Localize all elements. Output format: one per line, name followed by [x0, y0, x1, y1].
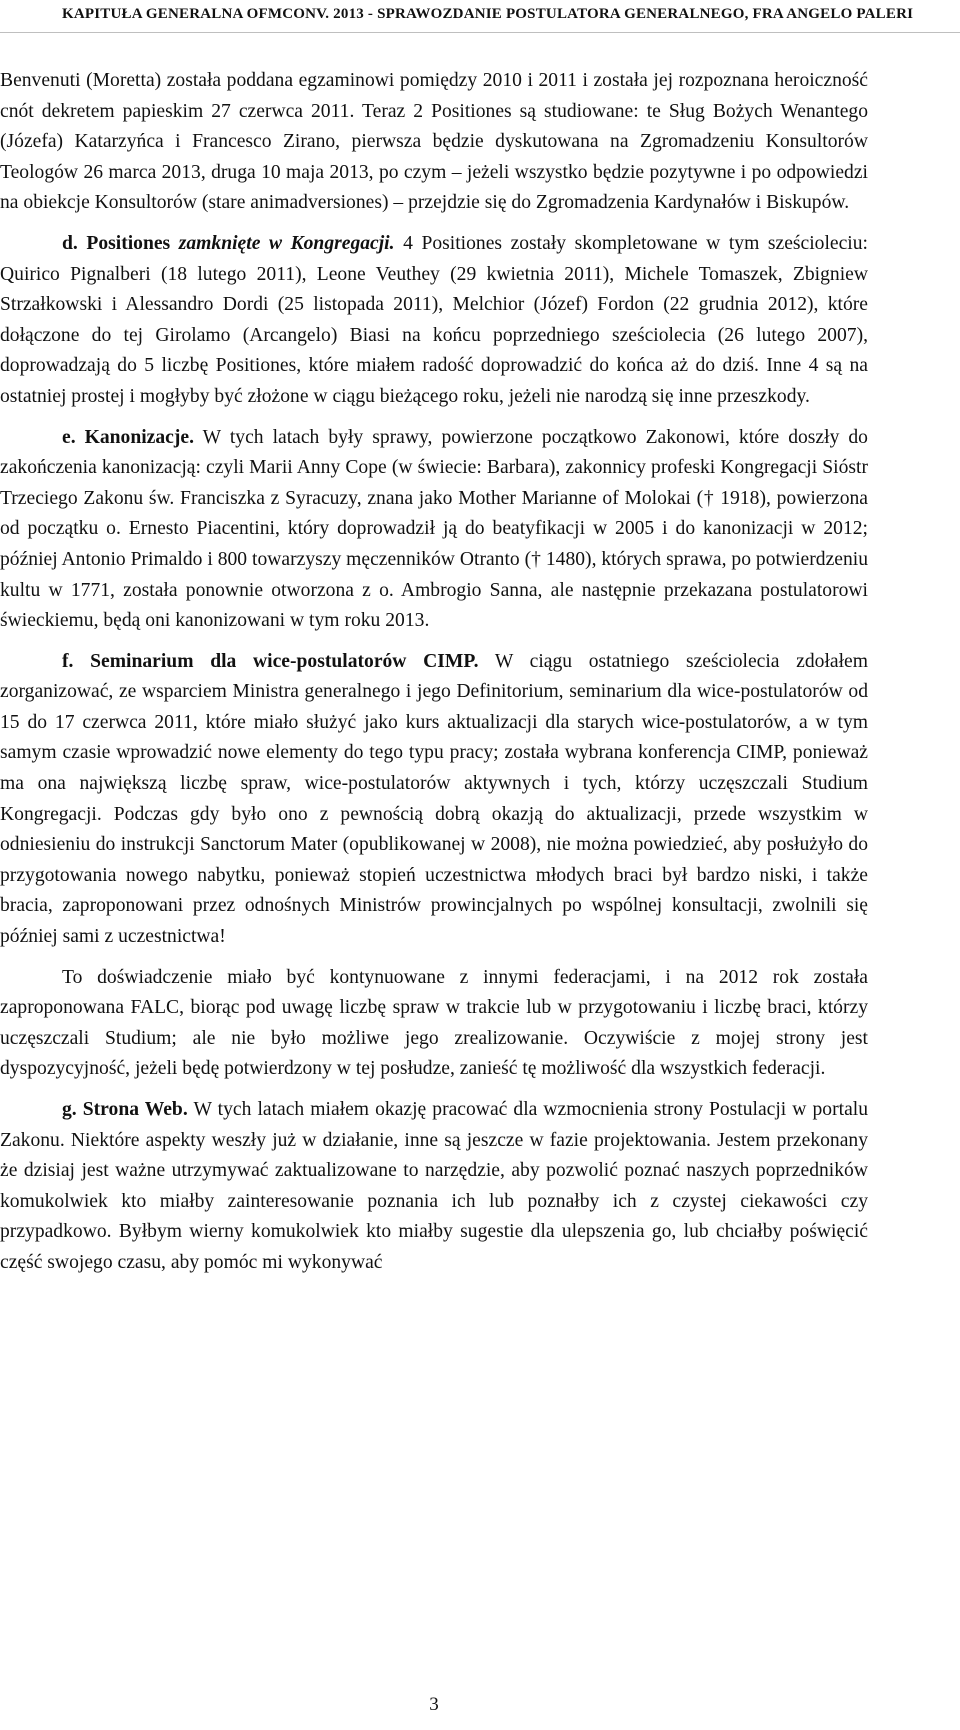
paragraph-positiones-closed [0, 229, 868, 413]
section-text-e: W tych latach były sprawy, powierzone początkowo Zakonowi, które doszły do zakończenia kanonizacją: czyli Marii Anny Cope (w świecie: Barbara), zakonnicy profeski Kongregacji Sióstr Trzeciego Zakonu św. Franciszka z Syracuzy, znana jako Mother Marianne of Molokai († 1918), powierzona od początku o. Ernesto Piacentini, który doprowadził ją do beatyfikacji w 2005 i do kanonizacji w 2012; później Antonio Primaldo i 800 towarzyszy męczenników Otranto († 1480), których sprawa, po potwierdzeniu kultu w 1771, została ponownie otworzona z o. Ambrogio Sanna, ale następnie przekazana postulatorowi świeckiemu, będą oni kanonizowani w tym roku 2013. [0, 426, 868, 632]
running-header: KAPITUŁA GENERALNA OFMCONV. 2013 - SPRAWOZDANIE POSTULATORA GENERALNEGO, FRA ANGELO PALERI [62, 6, 914, 22]
section-label-d: d. [62, 232, 78, 254]
section-heading-seminar: f. Seminarium dla wice-postulatorów CIMP. [62, 650, 479, 672]
section-text-f: W ciągu ostatniego sześciolecia zdołałem zorganizować, ze wsparciem Ministra generalnego i jego Definitorium, seminarium dla wice-postulatorów od 15 do 17 czerwca 2011, które miało służyć jako kurs aktualizacji dla starych wice-postulatorów, a w tym samym czasie wprowadzić nowe elementy do tego typu pracy; została wybrana konferencja CIMP, ponieważ ma ona największą liczbę spraw, wice-postulatorów aktywnych i tych, którzy uczęszczali Studium Kongregacji. Podczas gdy było ono z pewnością dobrą okazją do aktualizacji, przede wszystkim w odniesieniu do instrukcji Sanctorum Mater (opublikowanej w 2008), nie można powiedzieć, aby posłużyło do przygotowania nowego nabytku, ponieważ stopień uczestnictwa młodych braci był bardzo niski, i także bracia, zaproponowani przez odnośnych Ministrów prowincjalnych po wspólnej konsultacji, zwolnili się później sami z uczestnictwa! [0, 650, 868, 948]
section-text-g: W tych latach miałem okazję pracować dla wzmocnienia strony Postulacji w portalu Zakonu. Niektóre aspekty weszły już w działanie, inne są jeszcze w fazie projektowania. Jestem przekonany że dzisiaj jest ważne utrzymywać zaktualizowane to narzędzie, aby pozwolić poznać naszych poprzedników komukolwiek kto miałby zainteresowanie poznania ich lub poznałby ich z czystej ciekawości czy przypadkowo. Byłbym wierny komukolwiek kto miałby sugestie dla ulepszenia go, lub chciałby poświęcić część swojego czasu, aby pomóc mi wykonywać [0, 1099, 869, 1273]
paragraph-canonizations [0, 423, 868, 637]
section-heading-website: g. Strona Web. [62, 1099, 188, 1120]
paragraph-website [0, 1095, 868, 1279]
document-body [0, 66, 868, 1279]
section-heading-positiones-italic: zamknięte w Kongregacji. [178, 232, 395, 254]
section-heading-canonizations: e. Kanonizacje. [62, 426, 194, 448]
section-text-d: 4 Positiones zostały skompletowane w tym sześcioleciu: Quirico Pignalberi (18 lutego 2011), Leone Veuthey (29 kwietnia 2011), Michele Tomaszek, Zbigniew Strzałkowski i Alessandro Dordi (25 listopada 2011), Melchior (Józef) Fordon (22 grudnia 2012), które dołączone do tej Girolamo (Arcangelo) Biasi na końcu poprzedniego sześciolecia (26 lutego 2007), doprowadzają do 5 liczbę Positiones, które miałem radość doprowadzić do końca aż do dziś. Inne 4 są na ostatniej prostej i mogłyby być złożone w ciągu bieżącego roku, jeżeli nie narodzą się inne przeszkody. [0, 232, 868, 407]
paragraph-falc: To doświadczenie miało być kontynuowane z innymi federacjami, i na 2012 rok została zaproponowana FALC, biorąc pod uwagę liczbę spraw w trakcie lub w przygotowaniu i liczbę braci, którzy uczęszczali Studium; ale nie było możliwe jego zrealizowanie. Oczywiście z mojej strony jest dyspozycyjność, jeżeli będę potwierdzony w tej posłudze, zanieść tę możliwość dla wszystkich federacji. [0, 966, 868, 1080]
paragraph-seminar [0, 647, 868, 953]
section-heading-positiones: Positiones [86, 232, 171, 254]
header-divider [0, 32, 960, 33]
page-number: 3 [429, 1694, 439, 1715]
paragraph-intro: Benvenuti (Moretta) została poddana egzaminowi pomiędzy 2010 i 2011 i została jej rozpoznana heroiczność cnót dekretem papieskim 27 czerwca 2011. Teraz 2 Positiones są studiowane: te Sług Bożych Wenantego (Józefa) Katarzyńca i Francesco Zirano, pierwsza będzie dyskutowana na Zgromadzeniu Konsultorów Teologów 26 marca 2013, druga 10 maja 2013, po czym – jeżeli wszystko będzie pozytywne i po odpowiedzi na obiekcje Konsultorów (stare animadversiones) – przejdzie się do Zgromadzenia Kardynałów i Biskupów. [0, 70, 868, 214]
